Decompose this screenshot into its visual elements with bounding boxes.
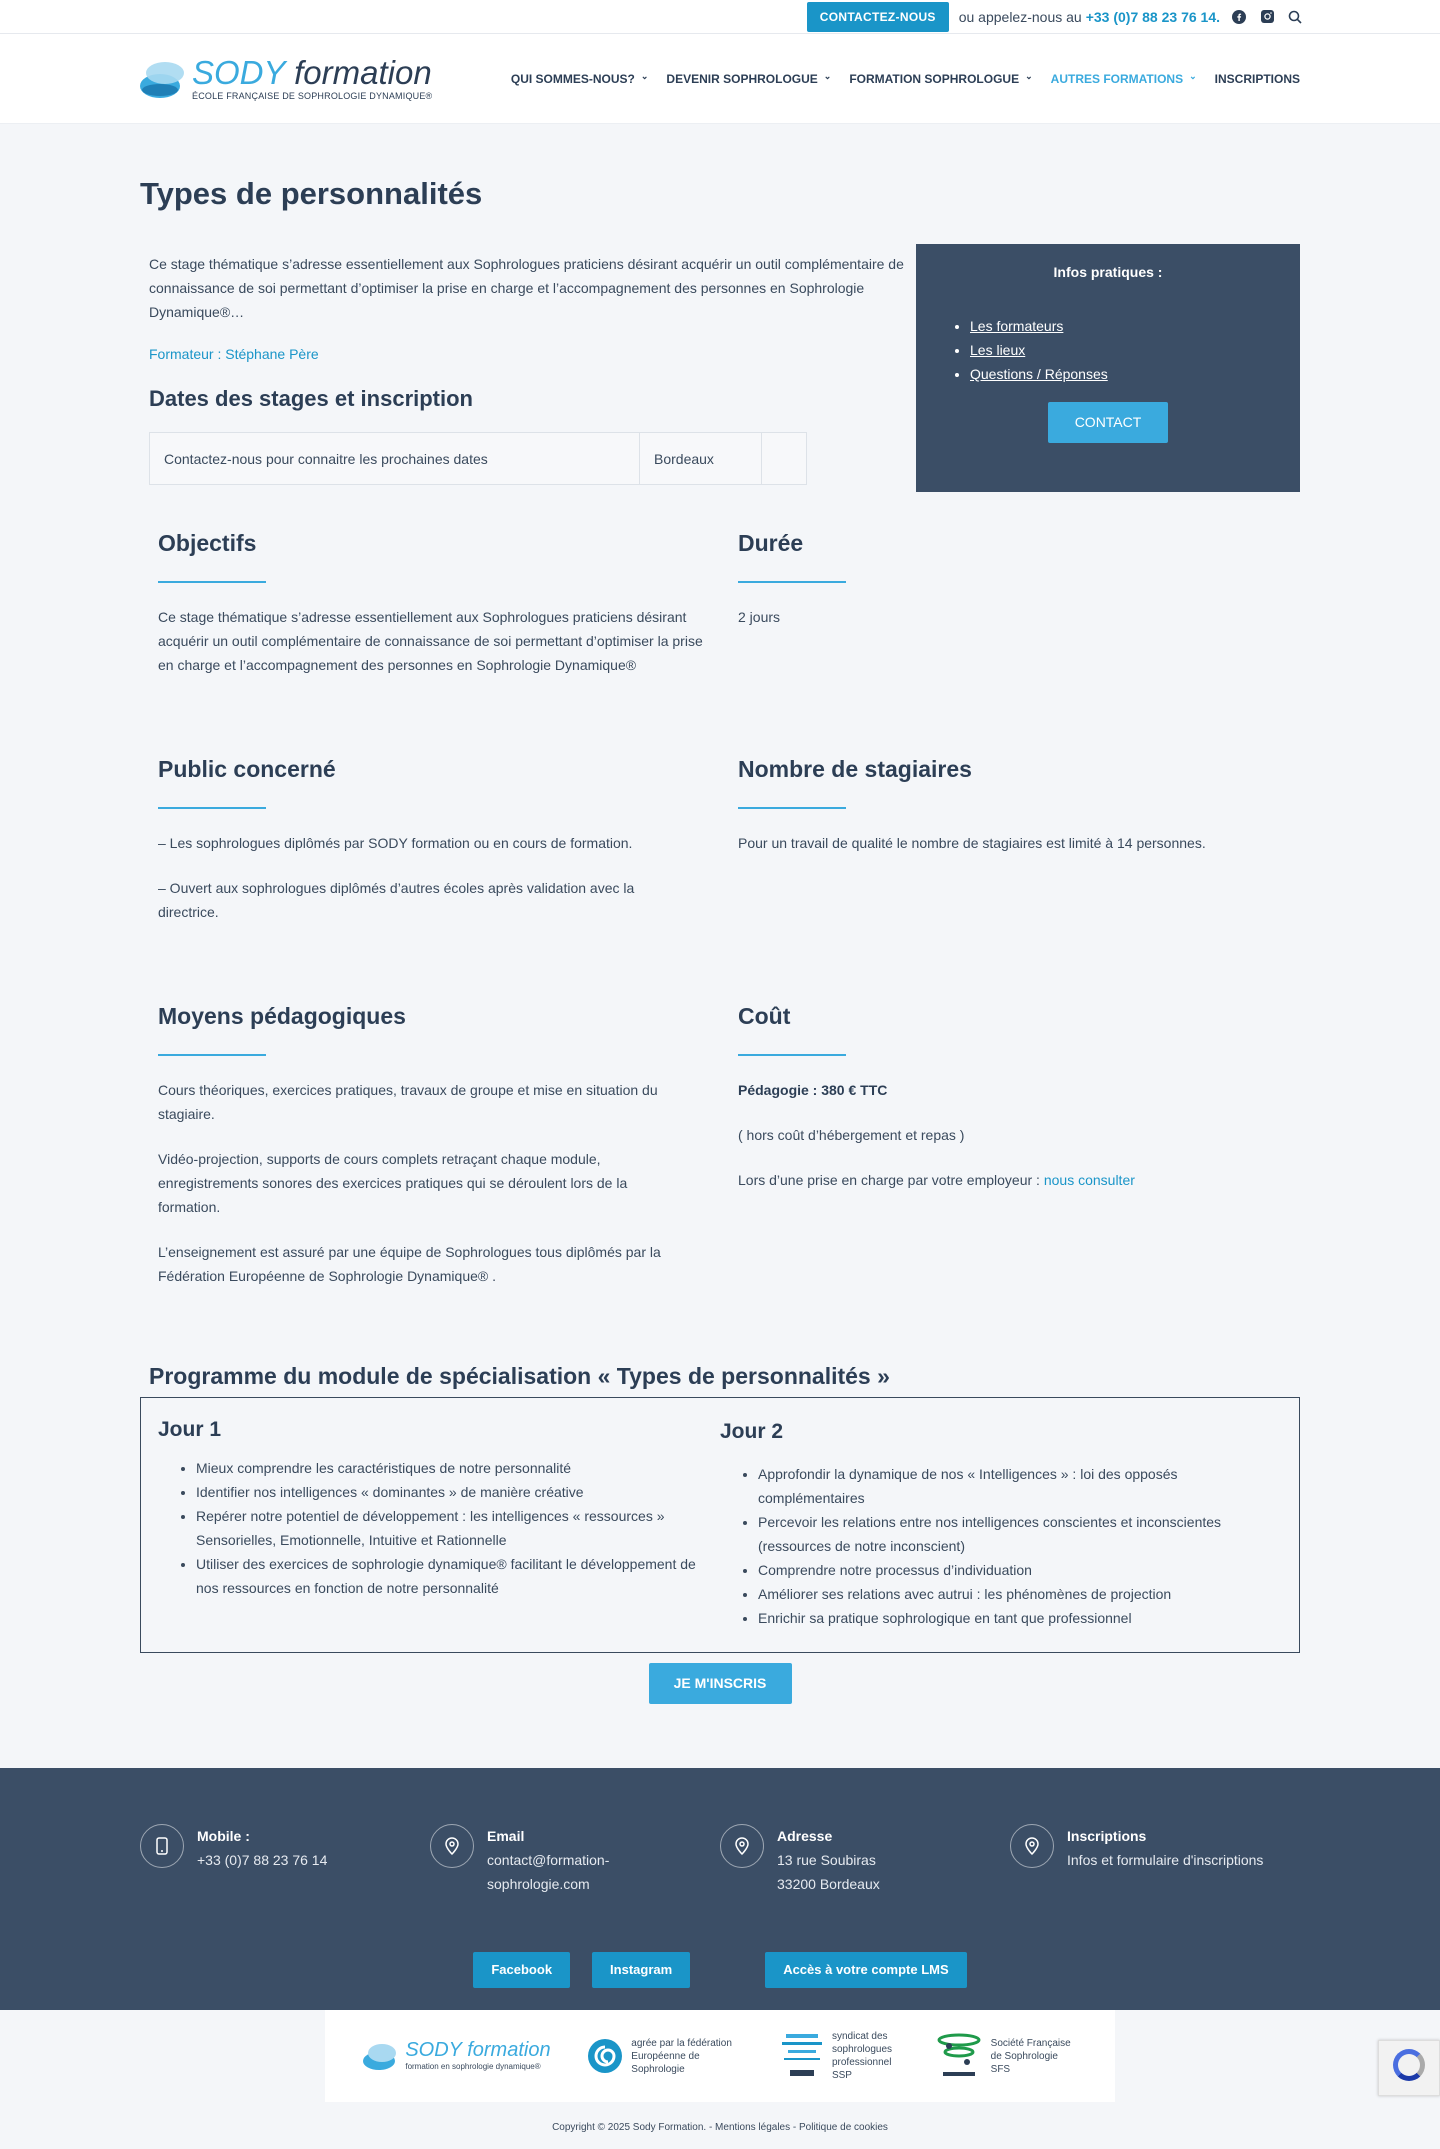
details-grid: [140, 530, 1300, 1367]
logo-tagline: ÉCOLE FRANÇAISE DE SOPHROLOGIE DYNAMIQUE®: [192, 91, 433, 101]
instagram-icon[interactable]: [1258, 8, 1276, 26]
section-text: – Ouvert aux sophrologues diplômés d’autres écoles après validation avec la directrice.: [158, 880, 635, 920]
footer-col-value[interactable]: sophrologie.com: [487, 1876, 590, 1892]
intro-text: Ce stage thématique s’adresse essentiellement aux Sophrologues praticiens désirant acquérir un outil complémentaire de connaissance de soi permettant d’optimiser la prise en charge et l’accompagnement des personnes en Sophrologie Dynamique®…: [149, 256, 904, 320]
footer-col-value: +33 (0)7 88 23 76 14: [197, 1852, 328, 1868]
section-text: L’enseignement est assuré par une équipe de Sophrologues tous diplômés par la Fédération Européenne de Sophrologie Dynamique® .: [158, 1244, 661, 1284]
facebook-icon[interactable]: [1230, 8, 1248, 26]
footer-col: [140, 1824, 430, 1896]
footer-col: [1010, 1824, 1300, 1896]
partner-name: Société Française de Sophrologie SFS: [990, 2037, 1071, 2075]
info-link-lieux[interactable]: • Les lieux: [970, 338, 1300, 362]
day-2: [720, 1418, 1282, 1630]
nav-item-3[interactable]: [1051, 72, 1197, 86]
call-text: ou appelez-nous au: [958, 8, 1082, 25]
pin-icon: [720, 1824, 764, 1868]
info-box: [916, 244, 1300, 492]
info-link-faq[interactable]: • Questions / Réponses: [970, 362, 1300, 386]
chevron-down-icon: ⌄: [823, 70, 832, 81]
programme-item: • Enrichir sa pratique sophrologique en tant que professionnel: [758, 1606, 1282, 1630]
day-title: Jour 1: [158, 1418, 222, 1441]
day-1: [158, 1418, 720, 1630]
nav-item-label: AUTRES FORMATIONS: [1050, 71, 1184, 86]
info-link-formateurs[interactable]: • Les formateurs: [970, 314, 1300, 338]
section-moyens: [158, 1003, 738, 1367]
nav-item-label: INSCRIPTIONS: [1214, 71, 1300, 86]
employer-text: Lors d’une prise en charge par votre employeur :: [738, 1172, 1040, 1188]
partner-ssp: [780, 2030, 898, 2082]
spiral-icon: [587, 2038, 623, 2074]
day-title: Jour 2: [720, 1420, 784, 1443]
footer-col-value[interactable]: 13 rue Soubiras: [777, 1852, 876, 1868]
partner-sfs: [935, 2030, 1077, 2082]
top-bar: [0, 0, 1440, 34]
section-title: Moyens pédagogiques: [158, 1003, 406, 1029]
section-title: Public concerné: [158, 756, 336, 782]
contact-us-button[interactable]: CONTACTEZ-NOUS: [807, 2, 949, 32]
dates-heading: Dates des stages et inscription: [149, 386, 473, 411]
partner-sub: formation en sophrologie dynamique®: [405, 2061, 541, 2071]
site-logo[interactable]: [140, 56, 432, 101]
section-text: Pour un travail de qualité le nombre de stagiaires est limité à 14 personnes.: [738, 835, 1206, 851]
phone-link[interactable]: +33 (0)7 88 23 76 14.: [1085, 8, 1220, 25]
formateur-link[interactable]: Formateur : Stéphane Père: [149, 346, 319, 362]
contact-button[interactable]: CONTACT: [1048, 402, 1168, 443]
partner-federation: [587, 2037, 743, 2076]
price: Pédagogie : 380 € TTC: [738, 1082, 888, 1098]
nav-item-2[interactable]: [849, 72, 1032, 86]
sody-logo-icon: [363, 2041, 397, 2071]
programme-item: • Identifier nos intelligences « dominantes » de manière créative: [196, 1480, 720, 1504]
logo-brand-a: SODY: [192, 54, 285, 91]
footer: [0, 1768, 1440, 2010]
chevron-down-icon: ⌄: [640, 70, 649, 81]
footer-col: [720, 1824, 1010, 1896]
programme-item: • Comprendre notre processus d’individuation: [758, 1558, 1282, 1582]
section-text: – Les sophrologues diplômés par SODY formation ou en cours de formation.: [158, 835, 633, 851]
divider: [738, 807, 846, 809]
programme-item: • Utiliser des exercices de sophrologie dynamique® facilitant le développement de nos ressources en fonction de notre personnalité: [196, 1552, 720, 1600]
partners-bar: [325, 2010, 1115, 2102]
divider: [158, 1054, 266, 1056]
footer-col-title: Adresse: [777, 1828, 833, 1844]
site-header: [0, 34, 1440, 124]
section-title: Objectifs: [158, 530, 257, 556]
programme-heading: Programme du module de spécialisation « Types de personnalités »: [149, 1363, 890, 1389]
dates-cell-text: Contactez-nous pour connaitre les prochaines dates: [150, 433, 640, 484]
price-note: ( hors coût d’hébergement et repas ): [738, 1127, 965, 1143]
partner-sody: [363, 2040, 550, 2073]
footer-col: [430, 1824, 720, 1896]
chevron-down-icon: ⌄: [1189, 70, 1197, 81]
divider: [738, 581, 846, 583]
footer-col-title: Mobile :: [197, 1828, 250, 1844]
dates-cell-empty: [762, 433, 806, 484]
footer-col-title: Inscriptions: [1067, 1828, 1147, 1844]
nav-item-label: DEVENIR SOPHROLOGUE: [666, 71, 818, 86]
footer-col-value[interactable]: Infos et formulaire d'inscriptions: [1067, 1852, 1264, 1868]
info-box-title: Infos pratiques :: [1053, 264, 1163, 280]
copyright: Copyright © 2025 Sody Formation. - Mentions légales - Politique de cookies: [552, 2122, 888, 2133]
section-text: 2 jours: [738, 609, 781, 625]
page-title: Types de personnalités: [140, 176, 483, 211]
footer-lms-button[interactable]: Accès à votre compte LMS: [765, 1952, 966, 1988]
consult-link[interactable]: nous consulter: [1043, 1172, 1135, 1188]
mobile-icon: [140, 1824, 184, 1868]
programme-box: [140, 1397, 1300, 1653]
section-nombre: [738, 756, 1318, 1003]
footer-col-value[interactable]: contact@formation-: [487, 1852, 610, 1868]
register-button[interactable]: JE M'INSCRIS: [649, 1663, 792, 1704]
main-nav: [511, 72, 1300, 86]
chevron-down-icon: ⌄: [1025, 70, 1033, 81]
nav-item-1[interactable]: [666, 72, 831, 86]
dates-cell-city: Bordeaux: [640, 433, 762, 484]
programme-item: • Améliorer ses relations avec autrui : les phénomènes de projection: [758, 1582, 1282, 1606]
section-text: Cours théoriques, exercices pratiques, travaux de groupe et mise en situation du stagiaire.: [158, 1082, 658, 1122]
footer-instagram-button[interactable]: Instagram: [592, 1952, 690, 1988]
section-text: Vidéo-projection, supports de cours complets retraçant chaque module, enregistrements sonores des exercices pratiques qui se déroulent lors de la formation.: [158, 1151, 628, 1215]
nav-item-label: QUI SOMMES-NOUS?: [510, 71, 635, 86]
programme-item: • Repérer notre potentiel de développement : les intelligences « ressources » Sensorielles, Emotionnelle, Intuitive et Rationnelle: [196, 1504, 720, 1552]
section-title: Durée: [738, 530, 804, 556]
recaptcha-badge[interactable]: [1378, 2040, 1440, 2096]
nav-item-0[interactable]: [511, 72, 649, 86]
divider: [738, 1054, 846, 1056]
section-text: Ce stage thématique s’adresse essentiellement aux Sophrologues praticiens désirant acquérir un outil complémentaire de connaissance de soi permettant d’optimiser la prise en charge et l’accompagnement des personnes en Sophrologie Dynamique®: [158, 609, 703, 673]
footer-col-title: Email: [487, 1828, 525, 1844]
main-content: [0, 124, 1440, 1704]
partner-name: syndicat des sophrologues professionnel SSP: [831, 2031, 893, 2081]
recaptcha-icon: [1393, 2049, 1425, 2081]
sfs-logo-icon: [935, 2030, 983, 2082]
section-cout: [738, 1003, 1318, 1367]
programme-item: • Approfondir la dynamique de nos « Intelligences » : loi des opposés complémentaires: [758, 1462, 1282, 1510]
section-title: Nombre de stagiaires: [738, 756, 972, 782]
pin-icon: [430, 1824, 474, 1868]
logo-brand-b: formation: [294, 54, 432, 91]
divider: [158, 807, 266, 809]
pin-icon: [1010, 1824, 1054, 1868]
search-icon[interactable]: [1286, 8, 1304, 26]
footer-col-value[interactable]: 33200 Bordeaux: [777, 1876, 880, 1892]
section-title: Coût: [738, 1003, 791, 1029]
ssp-logo-icon: [780, 2030, 824, 2082]
nav-item-label: FORMATION SOPHROLOGUE: [849, 71, 1020, 86]
programme-item: • Percevoir les relations entre nos intelligences conscientes et inconscientes (ressources de notre inconscient): [758, 1510, 1282, 1558]
divider: [158, 581, 266, 583]
footer-facebook-button[interactable]: Facebook: [473, 1952, 570, 1988]
partner-name: agrée par la fédération Européenne de Sophrologie: [631, 2037, 732, 2075]
section-public: [158, 756, 738, 1003]
programme-item: • Mieux comprendre les caractéristiques de notre personnalité: [196, 1456, 720, 1480]
section-duree: [738, 530, 1318, 756]
logo-mark-icon: [140, 58, 184, 100]
partner-name: SODY formation: [405, 2038, 551, 2061]
section-objectifs: [158, 530, 738, 756]
dates-table: [149, 432, 807, 485]
nav-item-4[interactable]: [1215, 72, 1300, 86]
